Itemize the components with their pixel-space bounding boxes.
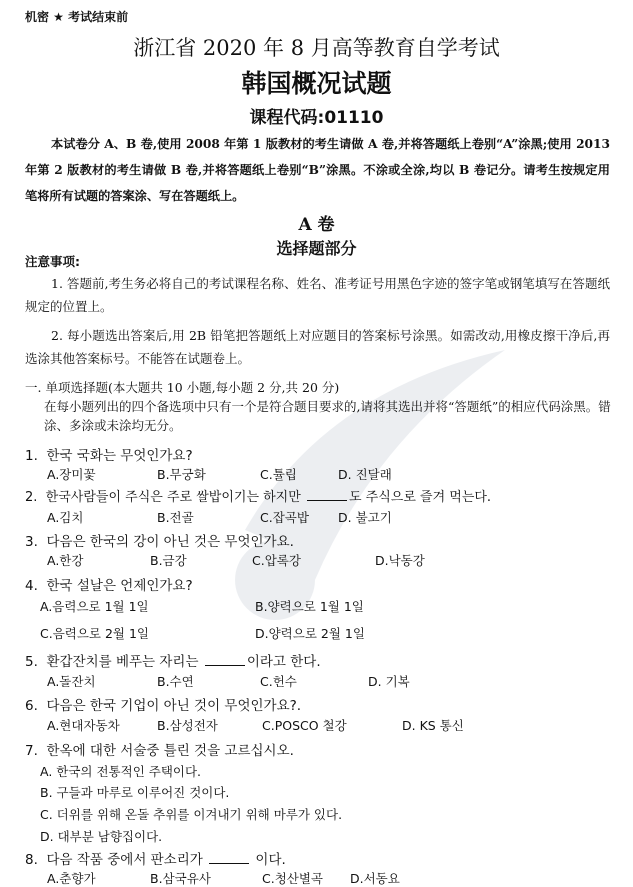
option-d: D. 진달래	[338, 467, 392, 482]
option-a: A.춘향가	[47, 871, 96, 886]
question-4: 4. 한국 설날은 언제인가요?	[25, 578, 193, 594]
option-c: C.압록강	[252, 553, 301, 568]
question-3: 3. 다음은 한국의 강이 아닌 것은 무엇인가요.	[25, 534, 294, 550]
option-d: D. 기복	[368, 674, 410, 689]
section-title: 一. 单项选择题(本大题共 10 小题,每小题 2 分,共 20 分)	[25, 380, 340, 395]
notes-heading: 注意事项:	[25, 254, 80, 269]
exam-title: 浙江省 2020 年 8 月高等教育自学考试	[133, 36, 500, 60]
option-d: D. 대부분 남향집이다.	[40, 829, 163, 844]
option-c: C.튤립	[260, 467, 297, 482]
question-5: 5. 환갑잔치를 베푸는 자리는 이라고 한다.	[25, 654, 321, 670]
course-code: 课程代码:01110	[249, 108, 384, 128]
answer-blank	[209, 852, 249, 864]
option-b: B.금강	[150, 553, 187, 568]
confidential-label: 机密 ★ 考试结束前	[25, 10, 129, 24]
option-a: A.음력으로 1월 1일	[40, 599, 149, 614]
option-d: D.낙동강	[375, 553, 425, 568]
question-1: 1. 한국 국화는 무엇인가요?	[25, 448, 193, 464]
option-a: A.장미꽃	[47, 467, 96, 482]
option-b: B.삼국유사	[150, 871, 211, 886]
option-c: C.POSCO 철강	[262, 718, 347, 733]
intro-paragraph: 本试卷分 A、B 卷,使用 2008 年第 1 版教材的考生请做 A 卷,并将答题纸上卷别“A”涂黑;使用 2013 年第 2 版教材的考生请做 B 卷,并将答题纸上卷别“B”涂黑。不涂或全涂,均以 B 卷记分。请考生按规定用笔将所有试题的答案涂、写在答题纸上。	[25, 137, 610, 203]
option-b: B.양력으로 1월 1일	[255, 599, 364, 614]
option-c: C. 더위를 위해 온돌 추위를 이겨내기 위해 마루가 있다.	[40, 807, 343, 822]
option-b: B.전골	[157, 510, 194, 525]
option-b: B.무궁화	[157, 467, 206, 482]
option-b: B.수연	[157, 674, 194, 689]
question-6: 6. 다음은 한국 기업이 아닌 것이 무엇인가요?.	[25, 698, 302, 714]
section-description: 在每小题列出的四个备选项中只有一个是符合题目要求的,请将其选出并将“答题纸”的相应代码涂黑。错涂、多涂或未涂均无分。	[44, 399, 611, 433]
option-c: C.잡곡밥	[260, 510, 309, 525]
option-d: D.서동요	[350, 871, 400, 886]
paper-label: A 卷	[298, 215, 335, 235]
option-a: A. 한국의 전통적인 주택이다.	[40, 764, 202, 779]
question-2: 2. 한국사람들이 주식은 주로 쌀밥이기는 하지만 도 주식으로 즐겨 먹는다.	[25, 490, 492, 505]
option-d: D.양력으로 2월 1일	[255, 626, 365, 641]
option-d: D. 불고기	[338, 510, 392, 525]
option-d: D. KS 통신	[402, 718, 464, 733]
option-a: A.현대자동차	[47, 718, 120, 733]
subject-title: 韩国概况试题	[241, 69, 392, 98]
option-b: B.삼성전자	[157, 718, 218, 733]
option-a: A.돌잔치	[47, 674, 96, 689]
option-a: A.한강	[47, 553, 84, 568]
option-c: C.헌수	[260, 674, 297, 689]
answer-blank	[307, 489, 347, 501]
question-8: 8. 다음 작품 중에서 판소리가 이다.	[25, 852, 286, 868]
question-7: 7. 한옥에 대한 서술중 틀린 것을 고르십시오.	[25, 743, 294, 759]
part-title: 选择题部分	[276, 239, 357, 258]
option-a: A.김치	[47, 510, 84, 525]
answer-blank	[205, 654, 245, 666]
option-b: B. 구들과 마루로 이루어진 것이다.	[40, 785, 230, 800]
note-item: 2. 每小题选出答案后,用 2B 铅笔把答题纸上对应题目的答案标号涂黑。如需改动,用橡皮擦干净后,再选涂其他答案标号。不能答在试题卷上。	[25, 328, 610, 366]
option-c: C.청산별곡	[262, 871, 324, 886]
note-item: 1. 答题前,考生务必将自己的考试课程名称、姓名、准考证号用黑色字迹的签字笔或钢笔填写在答题纸规定的位置上。	[25, 276, 610, 314]
option-c: C.음력으로 2월 1일	[40, 626, 150, 641]
